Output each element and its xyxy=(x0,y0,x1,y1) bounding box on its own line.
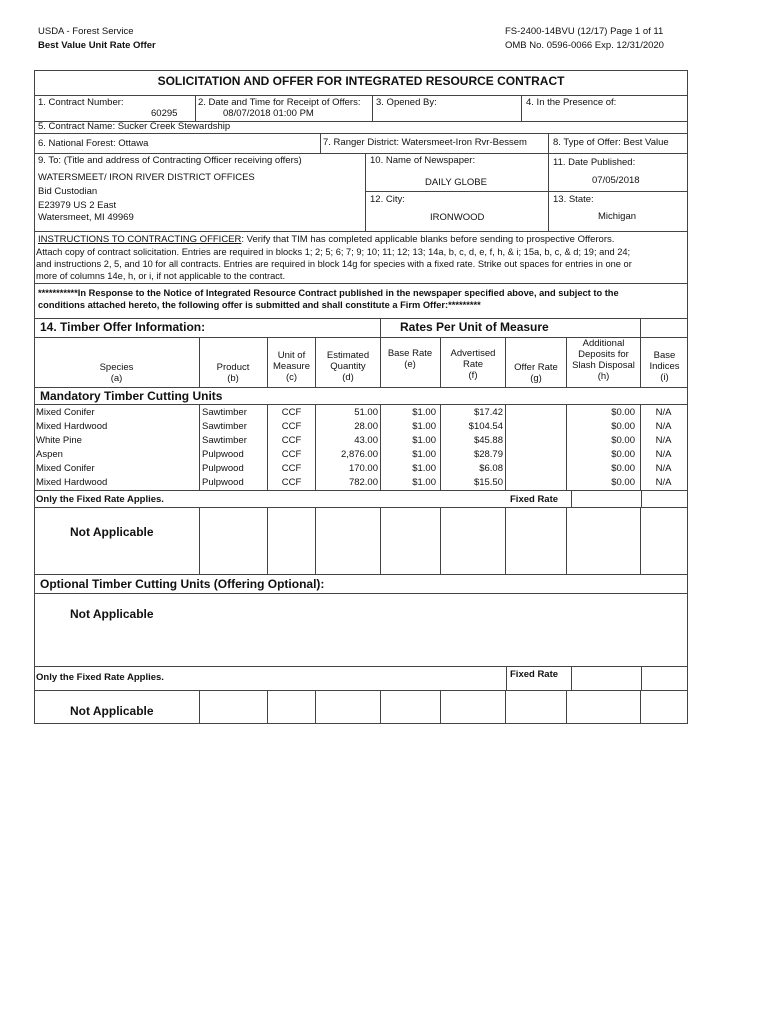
fixed-rate-label: Fixed Rate xyxy=(510,494,559,505)
base-indices-cell: N/A xyxy=(655,449,672,460)
address-line: WATERSMEET/ IRON RIVER DISTRICT OFFICES xyxy=(38,172,255,183)
base-rate-cell: $1.00 xyxy=(412,449,436,460)
col-base-indices: Base Indices (i) xyxy=(649,350,680,383)
ranger-district-field[interactable]: 7. Ranger District: Watersmeet-Iron Rvr-Bessem xyxy=(323,137,527,148)
omb-number: OMB No. 0596-0066 Exp. 12/31/2020 xyxy=(505,40,664,51)
slash-disposal-cell: $0.00 xyxy=(611,463,635,474)
address-line: Bid Custodian xyxy=(38,186,98,197)
quantity-cell: 43.00 xyxy=(354,435,378,446)
fixed-rate-input[interactable] xyxy=(571,490,642,508)
product-cell: Sawtimber xyxy=(202,407,247,418)
table-row xyxy=(34,476,686,490)
form-number: FS-2400-14BVU (12/17) Page 1 of 11 xyxy=(505,26,664,37)
product-cell: Sawtimber xyxy=(202,435,247,446)
fixed-rate-label: Fixed Rate xyxy=(510,669,559,680)
col-unit: Unit of Measure (c) xyxy=(273,350,310,383)
species-cell: Aspen xyxy=(36,449,63,460)
address-line: E23979 US 2 East xyxy=(38,200,117,211)
contract-number-field[interactable]: 60295 xyxy=(151,108,178,119)
fixed-rate-input[interactable] xyxy=(571,666,642,690)
instructions-line: and instructions 2, 5, and 10 for all contracts. Entries are required in block 14g for species with a fixed rate. Strike out spaces for entries in one or xyxy=(36,259,632,269)
table-row xyxy=(34,420,686,434)
advertised-rate-cell: $15.50 xyxy=(473,477,503,488)
quantity-cell: 170.00 xyxy=(348,463,378,474)
base-indices-cell: N/A xyxy=(655,477,672,488)
opened-by-label: 3. Opened By: xyxy=(376,97,437,108)
unit-cell: CCF xyxy=(281,435,302,446)
mandatory-title: Mandatory Timber Cutting Units xyxy=(40,389,223,403)
rates-title: Rates Per Unit of Measure xyxy=(400,320,549,334)
col-quantity: Estimated Quantity (d) xyxy=(326,350,370,383)
product-cell: Pulpwood xyxy=(202,463,244,474)
presence-label: 4. In the Presence of: xyxy=(526,97,617,108)
page-title: SOLICITATION AND OFFER FOR INTEGRATED RESOURCE CONTRACT xyxy=(157,74,565,88)
base-rate-cell: $1.00 xyxy=(412,407,436,418)
col-offer-rate: Offer Rate (g) xyxy=(514,362,558,384)
quantity-cell: 2,876.00 xyxy=(341,449,378,460)
national-forest-field[interactable]: 6. National Forest: Ottawa xyxy=(38,138,149,149)
table-row xyxy=(34,434,686,448)
state-label: 13. State: xyxy=(553,194,594,205)
not-applicable-label: Not Applicable xyxy=(70,704,154,718)
optional-title: Optional Timber Cutting Units (Offering Optional): xyxy=(40,577,325,591)
species-cell: White Pine xyxy=(36,435,82,446)
unit-cell: CCF xyxy=(281,463,302,474)
instructions-text: : Verify that TIM has completed applicable blanks before sending to prospective Offerors. xyxy=(241,234,615,245)
form-title: Best Value Unit Rate Offer xyxy=(38,40,156,51)
quantity-cell: 28.00 xyxy=(354,421,378,432)
unit-cell: CCF xyxy=(281,449,302,460)
base-rate-cell: $1.00 xyxy=(412,435,436,446)
product-cell: Sawtimber xyxy=(202,421,247,432)
to-label: 9. To: (Title and address of Contracting Officer receiving offers) xyxy=(38,155,302,166)
state-field[interactable]: Michigan xyxy=(598,211,637,222)
base-rate-cell: $1.00 xyxy=(412,477,436,488)
col-species: Species (a) xyxy=(99,362,134,384)
contract-name-field[interactable]: 5. Contract Name: Sucker Creek Stewardship xyxy=(38,121,231,132)
fixed-applies-label: Only the Fixed Rate Applies. xyxy=(36,672,164,683)
advertised-rate-cell: $104.54 xyxy=(468,421,503,432)
product-cell: Pulpwood xyxy=(202,477,244,488)
newspaper-field[interactable]: DAILY GLOBE xyxy=(425,177,487,188)
advertised-rate-cell: $45.88 xyxy=(473,435,503,446)
species-cell: Mixed Conifer xyxy=(36,407,95,418)
agency-name: USDA - Forest Service xyxy=(38,26,134,37)
response-line: conditions attached hereto, the following offer is submitted and shall constitute a Firm Offer:********* xyxy=(38,300,481,310)
instructions-line: more of columns 14e, h, or i, if not applicable to the contract. xyxy=(36,271,286,281)
instructions-lead: INSTRUCTIONS TO CONTRACTING OFFICER xyxy=(38,234,242,245)
species-cell: Mixed Hardwood xyxy=(36,477,108,488)
species-cell: Mixed Conifer xyxy=(36,463,95,474)
table-row xyxy=(34,448,686,462)
response-line: ***********In Response to the Notice of Integrated Resource Contract published in the newspaper specified above, and subject to the xyxy=(38,288,619,298)
newspaper-label: 10. Name of Newspaper: xyxy=(370,155,476,166)
col-base-rate: Base Rate (e) xyxy=(387,348,433,370)
unit-cell: CCF xyxy=(281,477,302,488)
slash-disposal-cell: $0.00 xyxy=(611,435,635,446)
base-rate-cell: $1.00 xyxy=(412,463,436,474)
col-product: Product (b) xyxy=(216,362,250,384)
base-indices-cell: N/A xyxy=(655,435,672,446)
receipt-label: 2. Date and Time for Receipt of Offers: xyxy=(198,97,361,108)
instructions-line: Attach copy of contract solicitation. Entries are required in blocks 1; 2; 5; 6; 7; 9; 10; 11; 12; 13; 14a, b, c, d, e, f, h, & i; 15a, b, c, & d; 19; and 24; xyxy=(36,247,631,257)
slash-disposal-cell: $0.00 xyxy=(611,407,635,418)
species-cell: Mixed Hardwood xyxy=(36,421,108,432)
city-label: 12. City: xyxy=(370,194,405,205)
base-indices-cell: N/A xyxy=(655,421,672,432)
address-line: Watersmeet, MI 49969 xyxy=(38,212,134,223)
slash-disposal-cell: $0.00 xyxy=(611,449,635,460)
advertised-rate-cell: $28.79 xyxy=(473,449,503,460)
instructions-line xyxy=(38,234,614,246)
col-slash-disposal: Additional Deposits for Slash Disposal (h) xyxy=(572,338,635,382)
not-applicable-label: Not Applicable xyxy=(70,525,154,539)
quantity-cell: 51.00 xyxy=(354,407,378,418)
base-indices-cell: N/A xyxy=(655,407,672,418)
table-row xyxy=(34,406,686,420)
unit-cell: CCF xyxy=(281,421,302,432)
unit-cell: CCF xyxy=(281,407,302,418)
base-indices-cell: N/A xyxy=(655,463,672,474)
product-cell: Pulpwood xyxy=(202,449,244,460)
quantity-cell: 782.00 xyxy=(348,477,378,488)
date-published-label: 11. Date Published: xyxy=(553,157,636,168)
advertised-rate-cell: $6.08 xyxy=(479,463,503,474)
slash-disposal-cell: $0.00 xyxy=(611,421,635,432)
date-published-field[interactable]: 07/05/2018 xyxy=(592,175,640,186)
city-field[interactable]: IRONWOOD xyxy=(430,212,485,223)
not-applicable-label: Not Applicable xyxy=(70,607,154,621)
table-row xyxy=(34,462,686,476)
timber-section-title: 14. Timber Offer Information: xyxy=(40,320,206,334)
fixed-applies-label: Only the Fixed Rate Applies. xyxy=(36,494,164,505)
receipt-field[interactable]: 08/07/2018 01:00 PM xyxy=(223,108,314,119)
offer-type-field[interactable]: 8. Type of Offer: Best Value xyxy=(553,137,669,148)
base-rate-cell: $1.00 xyxy=(412,421,436,432)
contract-number-label: 1. Contract Number: xyxy=(38,97,124,108)
advertised-rate-cell: $17.42 xyxy=(473,407,503,418)
col-advertised-rate: Advertised Rate (f) xyxy=(450,348,496,381)
slash-disposal-cell: $0.00 xyxy=(611,477,635,488)
